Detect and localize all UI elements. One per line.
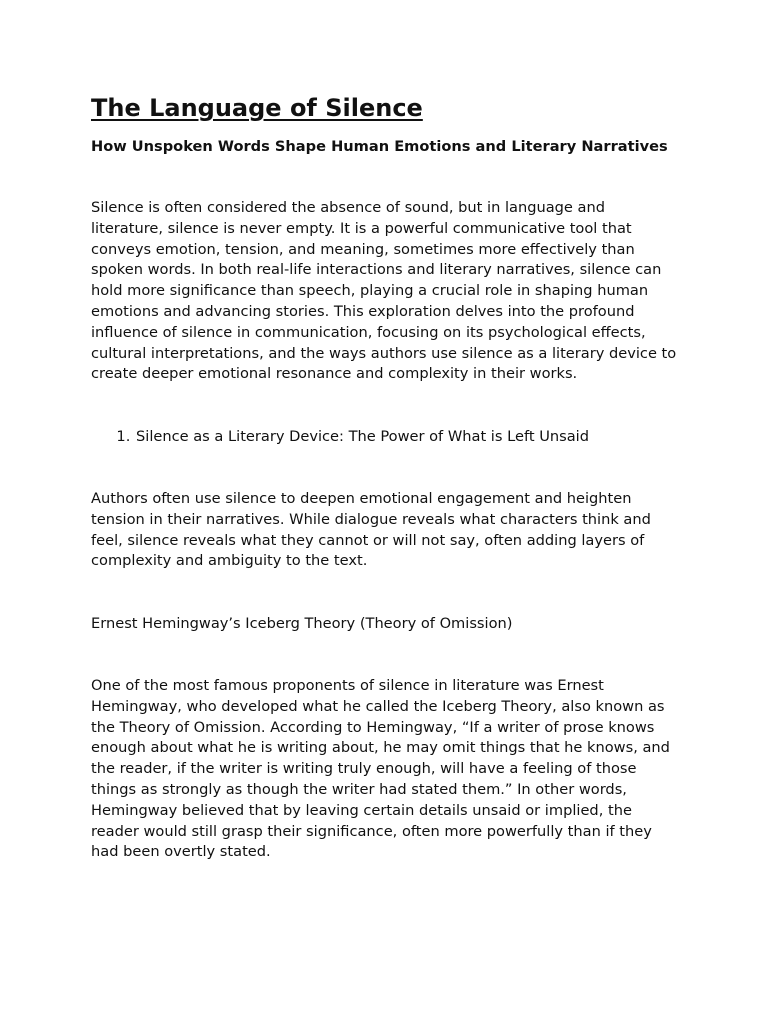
iceberg-theory-subheading: Ernest Hemingway’s Iceberg Theory (Theory of Omission) — [91, 615, 513, 633]
section-heading-1: 1. Silence as a Literary Device: The Power of What is Left Unsaid — [135, 427, 681, 448]
document-title: The Language of Silence — [91, 94, 423, 122]
document-subtitle: How Unspoken Words Shape Human Emotions and Literary Narratives — [91, 138, 668, 155]
section-1-paragraph: Authors often use silence to deepen emotional engagement and heighten tension in their narratives. While dialogue reveals what characters think and feel, silence reveals what they cannot or will not say, often adding layers of complexity and ambiguity to the text. — [91, 489, 651, 570]
hemingway-paragraph: One of the most famous proponents of silence in literature was Ernest Hemingway, who developed what he called the Iceberg Theory, also known as the Theory of Omission. According to Hemingway, “If a writer of prose knows enough about what he is writing about, he may omit things that he knows, and the reader, if the writer is writing truly enough, will have a feeling of those things as strongly as though the writer had stated them.” In other words, Hemingway believed that by leaving certain details unsaid or implied, the reader would still grasp their significance, often more powerfully than if they had been overtly stated. — [91, 676, 670, 861]
section-list — [91, 427, 681, 448]
intro-paragraph: Silence is often considered the absence of sound, but in language and literature, silence is never empty. It is a powerful communicative tool that conveys emotion, tension, and meaning, sometimes more effectively than spoken words. In both real-life interactions and literary narratives, silence can hold more significance than speech, playing a crucial role in shaping human emotions and advancing stories. This exploration delves into the profound influence of silence in communication, focusing on its psychological effects, cultural interpretations, and the ways authors use silence as a literary device to create deeper emotional resonance and complexity in their works. — [91, 199, 677, 383]
document-page — [91, 88, 681, 863]
